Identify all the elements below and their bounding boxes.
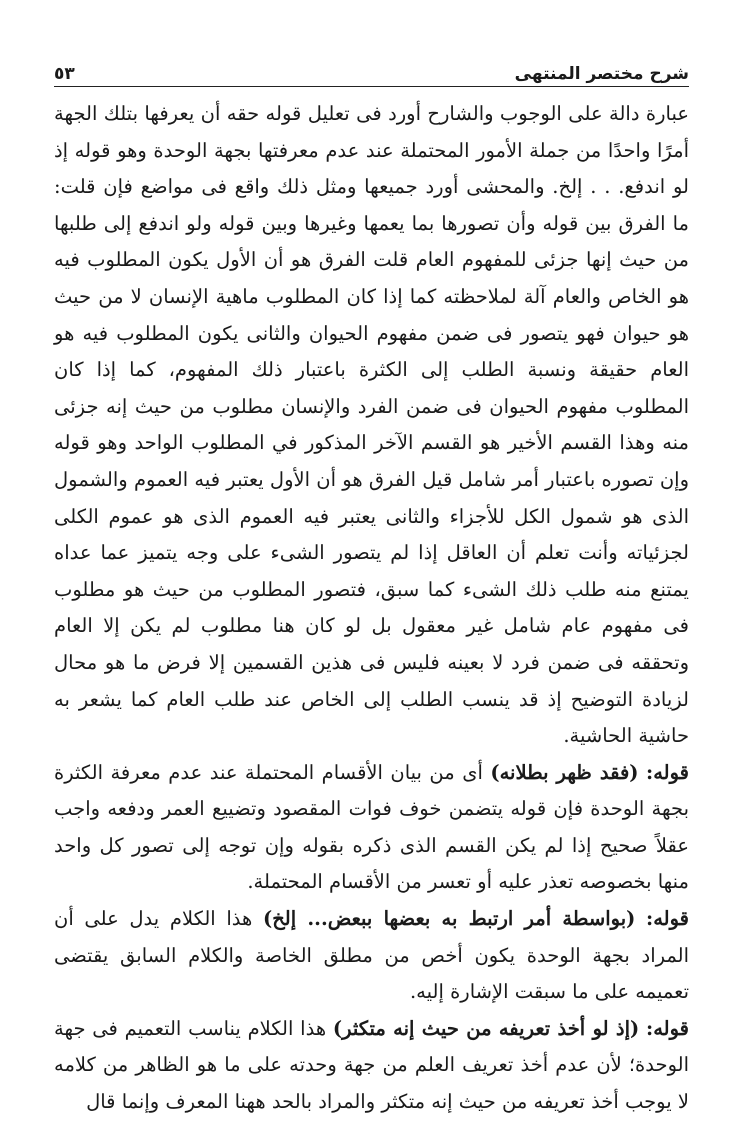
lemma-label: قوله: [646,1016,689,1040]
lemma-quote: (بواسطة أمر ارتبط به بعضها ببعض... إلخ) [262,907,636,931]
lemma-label: قوله: [646,760,689,784]
lemma-quote: (إذ لو أخذ تعريفه من حيث إنه متكثر) [332,1016,640,1040]
header-divider [54,86,689,87]
lemma-commentary: هذا الكلام يناسب التعميم فى جهة الوحدة؛ لأن عدم أخذ تعريف العلم من جهة وحدته على ما هو الظاهر من كلامه لا يوجب أخذ تعريفه من حيث إنه متكثر والمراد بالحد ههنا المعرف وإنما قال [54,1016,689,1114]
page-header [54,54,689,84]
lemma-commentary: أى من بيان الأقسام المحتملة عند عدم معرفة الكثرة بجهة الوحدة فإن قوله يتضمن خوف فوات المقصود وتضييع العمر ودفعه واجب عقلاً صحيح إذا لم يكن القسم الذى ذكره بقوله وإن توجه إلى تصور كل واحد منها بخصوصه تعذر عليه أو تعسر من الأقسام المحتملة. [54,760,689,894]
lemma-paragraph [54,755,689,901]
page-number: ٥٣ [54,64,75,84]
paragraph [54,96,689,755]
lemma-commentary: هذا الكلام يدل على أن المراد بجهة الوحدة يكون أخص من مطلق الخاصة والكلام السابق يقتضى تعميمه على ما سبقت الإشارة إليه. [54,907,689,1004]
body-text [54,96,689,1121]
paragraph-text: عبارة دالة على الوجوب والشارح أورد فى تعليل قوله حقه أن يعرفها بتلك الجهة أمرًا واحدًا من جملة الأمور المحتملة عند عدم معرفتها بجهة الوحدة وهو قوله إذ لو اندفع. . . إلخ. والمحشى أورد جميعها ومثل ذلك واقع فى مواضع فإن قلت: ما الفرق بين قوله وأن تصورها بما يعمها وغيرها وبين قوله ولو اندفع إلى طلبها من حيث إنها جزئى للمفهوم العام قلت الفرق هو أن الأول يكون المطلوب فيه هو الخاص والعام آلة لملاحظته كما إذا كان المطلوب ماهية الإنسان لا من حيث هو حيوان فهو يتصور فى ضمن مفهوم الحيوان والثانى يكون المطلوب فيه هو العام حقيقة ونسبة الطلب إلى الكثرة باعتبار ذلك المفهوم، كما إذا كان المطلوب مفهوم الحيوان فى ضمن الفرد والإنسان مطلوب من حيث إنه جزئى منه وهذا القسم الأخير هو القسم الآخر المذكور في المطلوب الواحد وهو قوله وإن تصوره باعتبار أمر شامل قيل الفرق هو أن الأول يعتبر فيه العموم والشمول الذى هو شمول الكل للأجزاء والثانى يعتبر فيه العموم الذى هو عموم الكلى لجزئياته وأنت تعلم أن العاقل إذا لم يتصور الشىء على وجه يتميز عما عداه يمتنع منه طلب ذلك الشىء كما سبق، فتصور المطلوب من حيث هو مطلوب فى مفهوم عام شامل غير معقول بل لو كان هنا مطلوب لم يكن إلا العام وتحققه فى ضمن فرد لا بعينه فليس فى هذين القسمين إلا فرض ما هو محال لزيادة التوضيح إذ قد ينسب الطلب إلى الخاص عند طلب العام كما يشعر به حاشية الحاشية. [54,102,689,748]
running-title: شرح مختصر المنتهى [514,64,689,84]
lemma-quote: (فقد ظهر بطلانه) [490,760,639,784]
lemma-paragraph [54,901,689,1011]
lemma-paragraph [54,1011,689,1121]
lemma-label: قوله: [646,907,690,931]
